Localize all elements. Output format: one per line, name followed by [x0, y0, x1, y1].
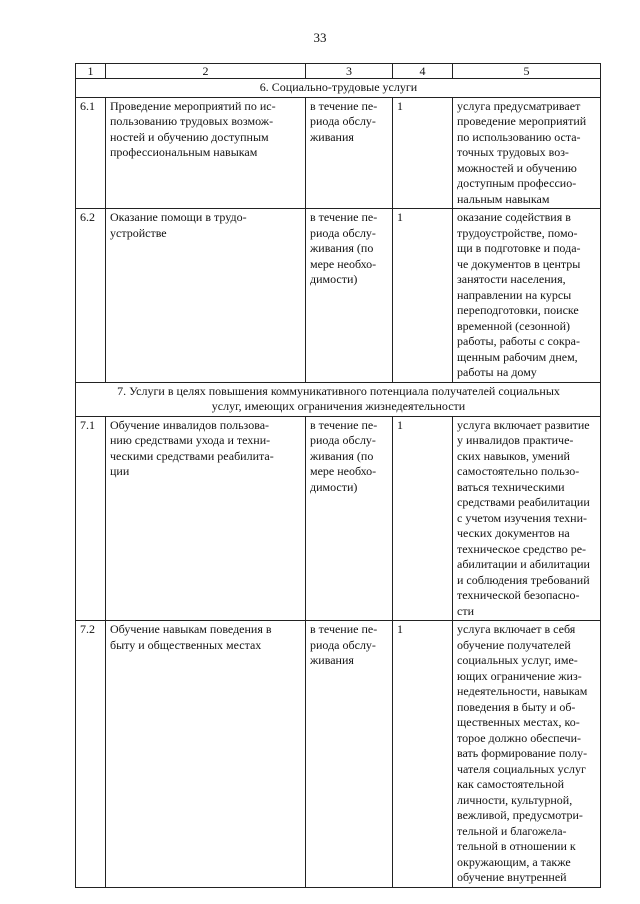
service-description	[453, 97, 601, 209]
line: поведения в быту и об-	[457, 699, 576, 714]
header-col-5: 5	[453, 64, 601, 79]
service-quantity: 1	[393, 621, 453, 888]
line: живания (по	[310, 448, 374, 463]
line: переподготовки, поиске	[457, 303, 579, 317]
line: технической безопасно-	[457, 588, 580, 602]
service-name	[106, 416, 306, 621]
section-heading-row	[76, 382, 601, 416]
line: риода обслу-	[310, 433, 376, 447]
page-number: 33	[313, 30, 327, 45]
line: щественных местах, ко-	[457, 715, 580, 729]
line: риода обслу-	[310, 637, 376, 652]
line: недеятельности, навыкам	[457, 684, 588, 698]
line: щенным рабочим днем,	[457, 349, 578, 364]
header-col-4: 4	[393, 64, 453, 79]
line: абилитации и абилитации	[457, 557, 590, 571]
line: сти	[457, 603, 474, 618]
service-term	[306, 209, 393, 383]
line: обучение получателей	[457, 637, 571, 652]
line: риода обслу-	[310, 225, 376, 240]
line: в течение пе-	[310, 98, 378, 113]
line: можностей и обучению	[457, 160, 577, 175]
line: самостоятельно пользо-	[457, 464, 580, 478]
line: у инвалидов практиче-	[457, 433, 574, 447]
line: ющих ограничение жиз-	[457, 668, 582, 683]
line: мере необхо-	[310, 256, 377, 271]
line: трудоустройстве, помо-	[457, 225, 578, 240]
line: живания	[310, 653, 354, 667]
line: устройстве	[110, 225, 167, 240]
header-col-2: 2	[106, 64, 306, 79]
table-row	[76, 416, 601, 621]
line: услуга включает развитие	[457, 417, 590, 432]
line: услуга предусматривает	[457, 98, 581, 113]
line: ских навыков, умений	[457, 448, 570, 463]
line: чателя социальных услуг	[457, 761, 586, 776]
line: в течение пе-	[310, 622, 378, 636]
line: обучение внутренней	[457, 870, 567, 884]
table-header-row	[76, 64, 601, 79]
row-number: 6.2	[76, 209, 106, 383]
service-name	[106, 209, 306, 383]
service-quantity: 1	[393, 209, 453, 383]
service-name	[106, 97, 306, 209]
row-number: 6.1	[76, 97, 106, 209]
service-term	[306, 416, 393, 621]
line: торое должно обеспечи-	[457, 730, 582, 745]
section-7-title	[76, 382, 601, 416]
line: вать формирование полу-	[457, 746, 588, 760]
row-number: 7.1	[76, 416, 106, 621]
line: социальных услуг, име-	[457, 653, 578, 667]
line: техническое средство ре-	[457, 541, 587, 556]
line: доступным профессио-	[457, 176, 577, 190]
table-row	[76, 97, 601, 209]
service-name	[106, 621, 306, 888]
line: Проведение мероприятий по ис-	[110, 98, 276, 113]
line: средствами реабилитации	[457, 495, 590, 509]
line: ваться техническими	[457, 479, 565, 494]
line: ческими средствами реабилита-	[110, 448, 274, 463]
line: живания	[310, 129, 354, 144]
line: точных трудовых воз-	[457, 145, 569, 159]
line: нальным навыкам	[457, 191, 550, 206]
line: в течение пе-	[310, 210, 378, 224]
line: щи в подготовке и пода-	[457, 241, 581, 255]
line: временной (сезонной)	[457, 318, 571, 333]
line: окружающим, а также	[457, 854, 571, 869]
line: риода обслу-	[310, 114, 376, 128]
line: работы на дому	[457, 365, 537, 379]
line: че документов в центры	[457, 256, 581, 271]
line: проведение мероприятий	[457, 114, 587, 128]
line: тельной и благожела-	[457, 823, 567, 838]
service-term	[306, 621, 393, 888]
line: в течение пе-	[310, 417, 378, 432]
line: ческих документов на	[457, 526, 570, 540]
line: личности, культурной,	[457, 792, 573, 807]
line: как самостоятельной	[457, 777, 565, 791]
line: 7. Услуги в целях повышения коммуникативного потенциала получателей социальных	[117, 383, 560, 398]
line: тельной в отношении к	[457, 839, 576, 853]
line: живания (по	[310, 241, 374, 255]
line: мере необхо-	[310, 464, 377, 478]
line: профессиональным навыкам	[110, 145, 258, 159]
line: услуг, имеющих ограничения жизнедеятельности	[211, 399, 466, 413]
section-6-title: 6. Социально-трудовые услуги	[76, 79, 601, 98]
line: по использованию оста-	[457, 129, 581, 144]
service-quantity: 1	[393, 416, 453, 621]
service-description	[453, 416, 601, 621]
service-term	[306, 97, 393, 209]
line: оказание содействия в	[457, 210, 571, 224]
header-col-1: 1	[76, 64, 106, 79]
table-row	[76, 209, 601, 383]
service-description	[453, 209, 601, 383]
service-description	[453, 621, 601, 888]
line: ностей и обучению доступным	[110, 129, 269, 144]
line: пользованию трудовых возмож-	[110, 114, 274, 128]
line: нию средствами ухода и техни-	[110, 433, 271, 447]
line: ции	[110, 464, 130, 478]
line: услуга включает в себя	[457, 622, 576, 636]
table-row	[76, 621, 601, 888]
line: вежливой, предусмотри-	[457, 808, 583, 822]
row-number: 7.2	[76, 621, 106, 888]
line: занятости населения,	[457, 272, 566, 286]
section-heading-row	[76, 79, 601, 98]
line: димости)	[310, 479, 358, 494]
services-table	[75, 63, 601, 888]
line: Обучение навыкам поведения в	[110, 622, 272, 636]
line: Обучение инвалидов пользова-	[110, 417, 270, 432]
line: с учетом изучения техни-	[457, 510, 588, 525]
line: направлении на курсы	[457, 287, 572, 302]
line: и соблюдения требований	[457, 572, 590, 587]
line: Оказание помощи в трудо-	[110, 210, 247, 224]
service-quantity: 1	[393, 97, 453, 209]
header-col-3: 3	[306, 64, 393, 79]
line: работы, работы с сокра-	[457, 334, 580, 348]
line: димости)	[310, 272, 358, 286]
line: быту и общественных местах	[110, 637, 262, 652]
